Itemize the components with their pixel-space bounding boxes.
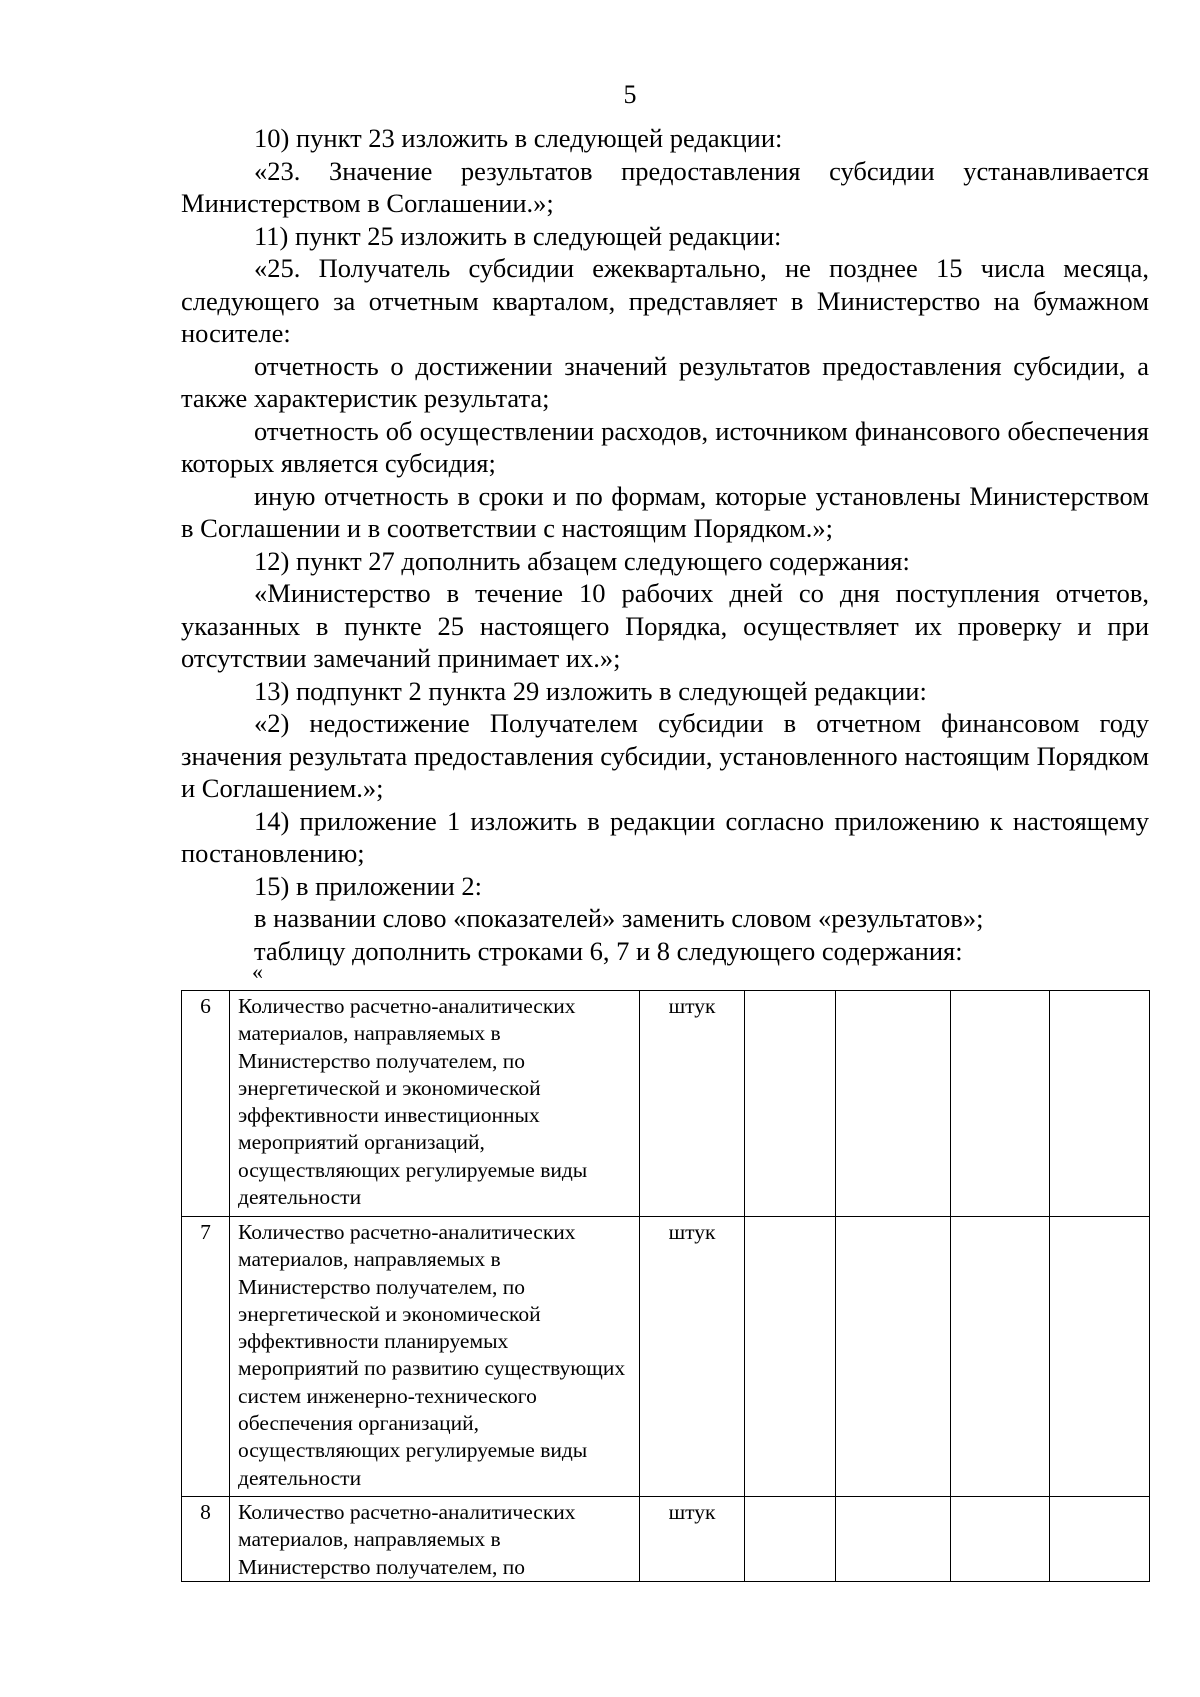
page-number: 5 xyxy=(623,80,637,109)
row-name-cell: Количество расчетно-аналитических материалов, направляемых в Министерство получателем, по xyxy=(230,1497,640,1582)
row-number-cell: 6 xyxy=(182,991,230,1217)
empty-cell xyxy=(951,1217,1050,1497)
paragraph-item-11: 11) пункт 25 изложить в следующей редакции: xyxy=(254,220,782,251)
row-name-cell: Количество расчетно-аналитических материалов, направляемых в Министерство получателем, по энергетической и экономической эффективности планируемых мероприятий по развитию существующих систем инженерно-технического обеспечения организаций, осуществляющих регулируемые виды деятельности xyxy=(230,1217,640,1497)
empty-cell xyxy=(836,1217,951,1497)
paragraph-item-13: 13) подпункт 2 пункта 29 изложить в следующей редакции: xyxy=(254,675,927,706)
row-unit-cell: штук xyxy=(640,991,745,1217)
row-unit-cell: штук xyxy=(640,1497,745,1582)
paragraph-item-14: 14) приложение 1 изложить в редакции согласно приложению к настоящему постановлению; xyxy=(181,805,1149,868)
paragraph-quote-23: «23. Значение результатов предоставления субсидии устанавливается Министерством в Соглашении.»; xyxy=(181,155,1149,218)
empty-cell xyxy=(745,1217,836,1497)
empty-cell xyxy=(745,991,836,1217)
row-number-cell: 8 xyxy=(182,1497,230,1582)
empty-cell xyxy=(1050,1217,1150,1497)
paragraph-item-10: 10) пункт 23 изложить в следующей редакции: xyxy=(254,123,783,153)
paragraph-quote-25: «25. Получатель субсидии ежеквартально, не позднее 15 числа месяца, следующего за отчетным кварталом, представляет в Министерство на бумажном носителе: xyxy=(181,253,1149,348)
paragraph-reporting-expenses: отчетность об осуществлении расходов, источником финансового обеспечения которых является субсидия; xyxy=(181,415,1149,478)
opening-quote-mark: « xyxy=(252,959,263,984)
paragraph-quote-ministry: «Министерство в течение 10 рабочих дней со дня поступления отчетов, указанных в пункте 25 настоящего Порядка, осуществляет их проверку и при отсутствии замечаний принимает их.»; xyxy=(181,578,1149,673)
body-text xyxy=(181,122,1149,967)
row-number-cell: 7 xyxy=(182,1217,230,1497)
paragraph-table-intro: таблицу дополнить строками 6, 7 и 8 следующего содержания: xyxy=(254,935,963,966)
paragraph-rename: в названии слово «показателей» заменить словом «результатов»; xyxy=(254,903,984,933)
row-unit-cell: штук xyxy=(640,1217,745,1497)
results-table xyxy=(181,990,1150,1582)
paragraph-quote-2: «2) недостижение Получателем субсидии в отчетном финансовом году значения результата предоставления субсидии, установленного настоящим Порядком и Соглашением.»; xyxy=(181,708,1149,803)
empty-cell xyxy=(836,991,951,1217)
paragraph-reporting-results: отчетность о достижении значений результатов предоставления субсидии, а также характеристик результата; xyxy=(181,350,1149,413)
table-row xyxy=(182,1497,1150,1582)
empty-cell xyxy=(836,1497,951,1582)
empty-cell xyxy=(951,991,1050,1217)
empty-cell xyxy=(951,1497,1050,1582)
empty-cell xyxy=(1050,1497,1150,1582)
empty-cell xyxy=(1050,991,1150,1217)
paragraph-item-12: 12) пункт 27 дополнить абзацем следующего содержания: xyxy=(254,545,910,576)
row-name-cell: Количество расчетно-аналитических материалов, направляемых в Министерство получателем, по энергетической и экономической эффективности инвестиционных мероприятий организаций, осуществляющих регулируемые виды деятельности xyxy=(230,991,640,1217)
paragraph-other-reporting: иную отчетность в сроки и по формам, которые установлены Министерством в Соглашении и в соответствии с настоящим Порядком.»; xyxy=(181,480,1149,543)
table-row xyxy=(182,1217,1150,1497)
empty-cell xyxy=(745,1497,836,1582)
paragraph-item-15: 15) в приложении 2: xyxy=(254,870,483,901)
table-row xyxy=(182,991,1150,1217)
